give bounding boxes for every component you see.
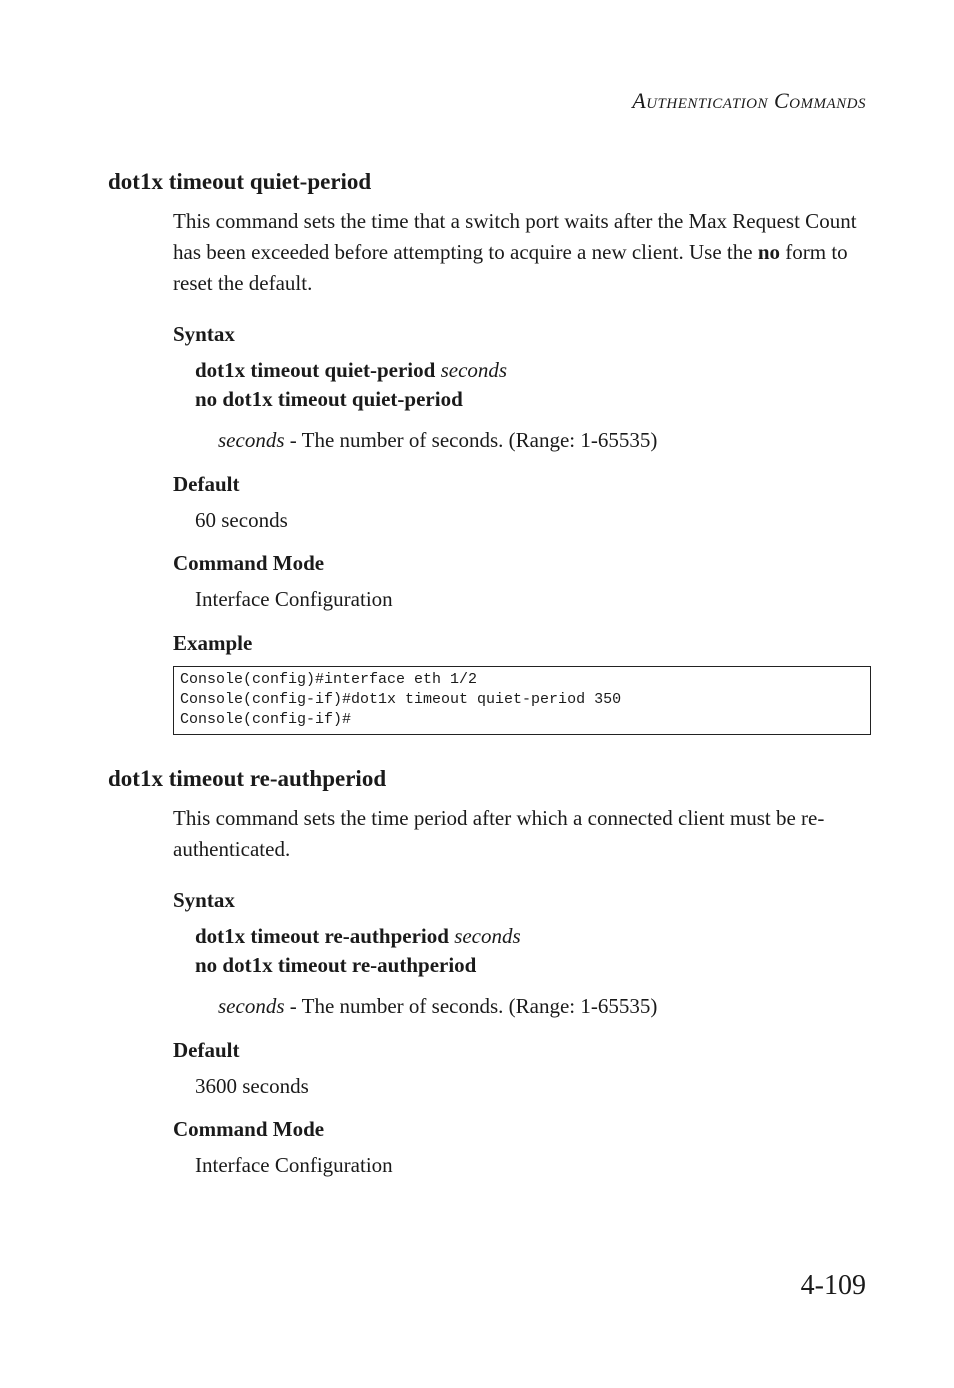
syntax-param: seconds	[454, 924, 521, 948]
param-name: seconds	[218, 428, 285, 452]
param-description	[218, 994, 657, 1019]
syntax-no-command: no dot1x timeout quiet-period	[195, 387, 463, 411]
code-line: Console(config)#interface eth 1/2	[180, 671, 478, 688]
page-number: 4-109	[800, 1270, 866, 1301]
default-heading: Default	[173, 472, 240, 496]
default-heading: Default	[173, 1038, 240, 1062]
code-line: Console(config-if)#dot1x timeout quiet-period 350	[180, 691, 622, 708]
syntax-no-command: no dot1x timeout re-authperiod	[195, 953, 477, 977]
example-code-block	[173, 666, 871, 735]
code-line: Console(config-if)#	[180, 711, 352, 728]
default-value: 60 seconds	[195, 508, 288, 532]
section-description-re-authperiod: This command sets the time period after which a connected client must be re-authenticated.	[173, 806, 825, 861]
section-title-re-authperiod: dot1x timeout re-authperiod	[108, 766, 387, 791]
param-name: seconds	[218, 994, 285, 1018]
syntax-command	[195, 358, 507, 383]
command-mode-value: Interface Configuration	[195, 1153, 393, 1177]
command-mode-value: Interface Configuration	[195, 587, 393, 611]
syntax-command-name: dot1x timeout re-authperiod	[195, 924, 449, 948]
running-head: Authentication Commands	[632, 88, 866, 113]
example-heading: Example	[173, 631, 253, 655]
section-description-quiet-period	[173, 206, 873, 299]
default-value: 3600 seconds	[195, 1074, 309, 1098]
param-desc: - The number of seconds. (Range: 1-65535)	[284, 428, 658, 452]
section-title-quiet-period: dot1x timeout quiet-period	[108, 169, 372, 194]
command-mode-heading: Command Mode	[173, 551, 325, 575]
command-mode-heading: Command Mode	[173, 1117, 325, 1141]
param-description	[218, 428, 657, 453]
syntax-command-name: dot1x timeout quiet-period	[195, 358, 436, 382]
description-text-end: form to reset the default.	[173, 240, 848, 295]
param-desc: - The number of seconds. (Range: 1-65535)	[284, 994, 658, 1018]
description-text: This command sets the time that a switch port waits after the Max Request Count has been exceeded before attempting to acquire a new client. Use the	[173, 209, 857, 264]
syntax-heading: Syntax	[173, 322, 235, 346]
description-no-keyword: no	[757, 240, 781, 264]
syntax-command	[195, 924, 521, 949]
syntax-heading: Syntax	[173, 888, 235, 912]
syntax-param: seconds	[440, 358, 508, 382]
